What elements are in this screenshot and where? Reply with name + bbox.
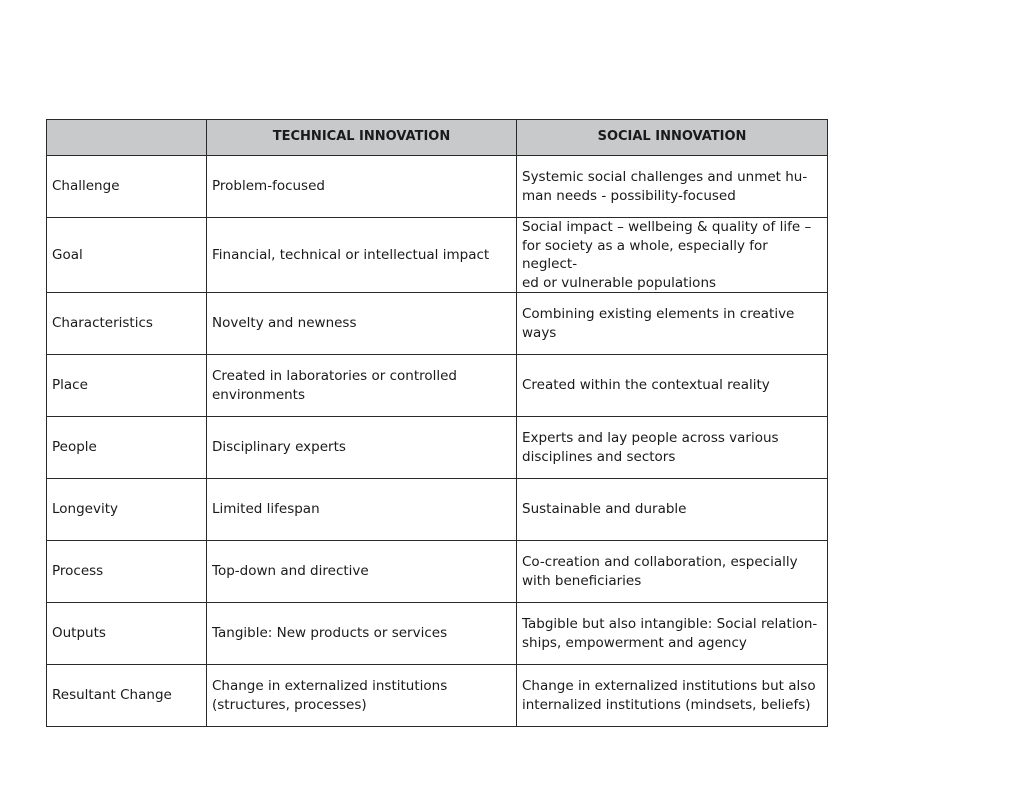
technical-cell: Problem-focused xyxy=(207,156,517,218)
technical-cell: Limited lifespan xyxy=(207,479,517,541)
technical-cell: Top-down and directive xyxy=(207,541,517,603)
row-label: Outputs xyxy=(47,603,207,665)
technical-cell: Disciplinary experts xyxy=(207,417,517,479)
social-cell xyxy=(517,218,828,293)
row-label: Characteristics xyxy=(47,293,207,355)
header-corner-cell xyxy=(47,120,207,156)
social-cell: Sustainable and durable xyxy=(517,479,828,541)
technical-cell: Novelty and newness xyxy=(207,293,517,355)
table-row-outputs xyxy=(47,603,828,665)
table-row-place xyxy=(47,355,828,417)
row-label: Place xyxy=(47,355,207,417)
technical-cell: Tangible: New products or services xyxy=(207,603,517,665)
row-label: Longevity xyxy=(47,479,207,541)
social-cell xyxy=(517,603,828,665)
row-label: Challenge xyxy=(47,156,207,218)
comparison-table xyxy=(46,119,828,727)
row-label: Process xyxy=(47,541,207,603)
social-cell-text: Systemic social challenges and unmet hu- man needs - possibility-focused xyxy=(522,169,808,204)
table-row-goal xyxy=(47,218,828,293)
social-cell-text: Social impact – wellbeing & quality of life – for society as a whole, especially for neglect- ed or vulnerable populations xyxy=(522,219,812,291)
technical-cell: Created in laboratories or controlled environments xyxy=(207,355,517,417)
table-row-process xyxy=(47,541,828,603)
row-label: People xyxy=(47,417,207,479)
row-label: Resultant Change xyxy=(47,665,207,727)
row-label: Goal xyxy=(47,218,207,293)
table-row-people xyxy=(47,417,828,479)
social-cell xyxy=(517,156,828,218)
social-cell: Co-creation and collaboration, especially with beneficiaries xyxy=(517,541,828,603)
social-cell: Combining existing elements in creative ways xyxy=(517,293,828,355)
technical-cell: Financial, technical or intellectual impact xyxy=(207,218,517,293)
technical-cell: Change in externalized institutions (structures, processes) xyxy=(207,665,517,727)
header-social-innovation: SOCIAL INNOVATION xyxy=(517,120,828,156)
table-header-row xyxy=(47,120,828,156)
table-row-characteristics xyxy=(47,293,828,355)
social-cell: Change in externalized institutions but also internalized institutions (mindsets, beliefs) xyxy=(517,665,828,727)
social-cell: Created within the contextual reality xyxy=(517,355,828,417)
table-row-challenge xyxy=(47,156,828,218)
social-cell-text: Tabgible but also intangible: Social relation- ships, empowerment and agency xyxy=(522,616,818,651)
social-cell: Experts and lay people across various disciplines and sectors xyxy=(517,417,828,479)
table-row-resultant-change xyxy=(47,665,828,727)
table-row-longevity xyxy=(47,479,828,541)
header-technical-innovation: TECHNICAL INNOVATION xyxy=(207,120,517,156)
